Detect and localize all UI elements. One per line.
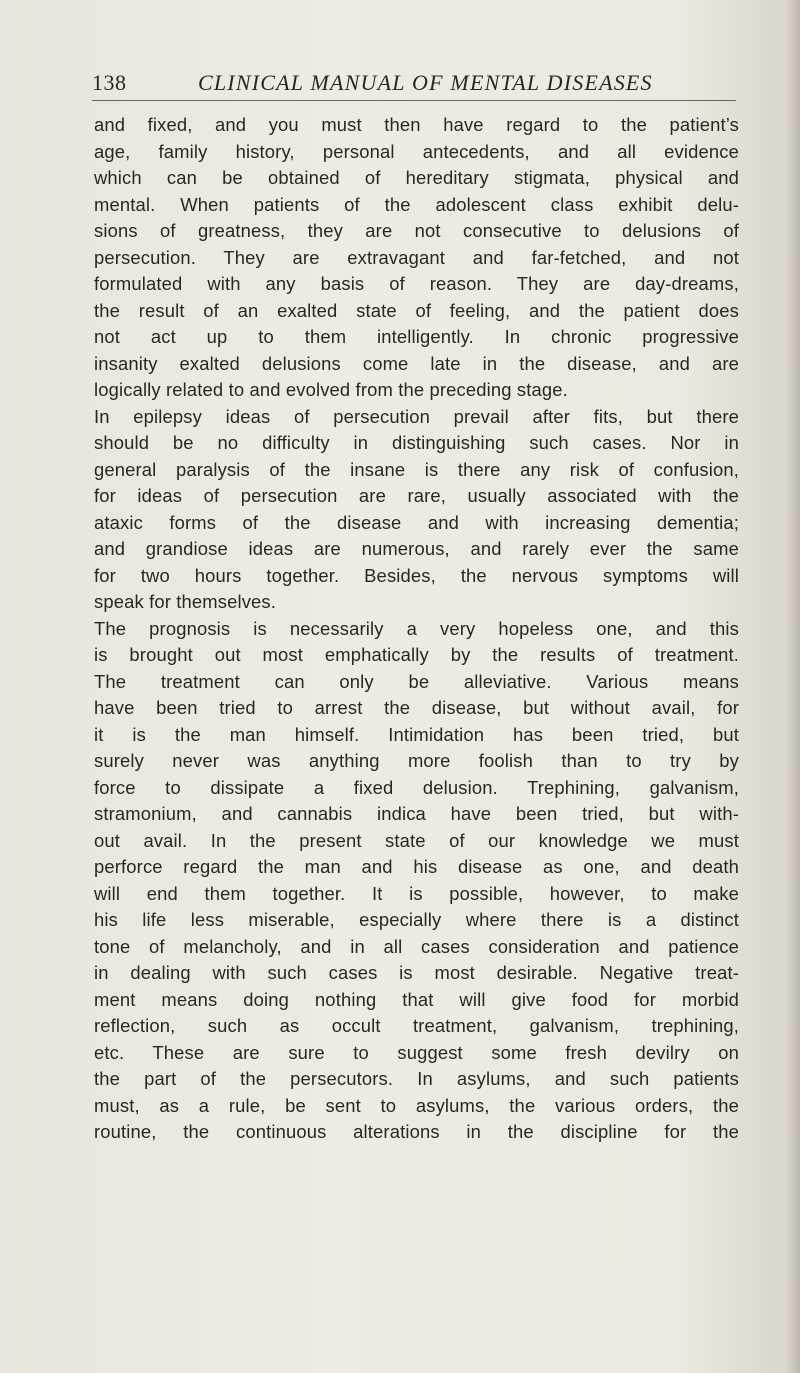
- text-line: the result of an exalted state of feeling, and the patient does: [94, 299, 739, 321]
- text-line: The treatment can only be alleviative. Various means: [94, 670, 739, 692]
- text-line: formulated with any basis of reason. They are day-dreams,: [94, 273, 739, 294]
- text-line: for two hours together. Besides, the nervous symptoms will: [94, 564, 739, 586]
- text-line: should be no difficulty in distinguishing such cases. Nor in: [94, 432, 739, 453]
- text-line: logically related to and evolved from the preceding stage.: [94, 379, 568, 400]
- text-line: ataxic forms of the disease and with increasing dementia;: [94, 511, 739, 533]
- text-line: tone of melancholy, and in all cases consideration and patience: [94, 935, 739, 957]
- text-line: The prognosis is necessarily a very hopeless one, and this: [94, 617, 739, 639]
- text-line: surely never was anything more foolish than to try by: [94, 750, 739, 771]
- text-line: perforce regard the man and his disease as one, and death: [94, 856, 739, 877]
- text-line: and grandiose ideas are numerous, and rarely ever the same: [94, 538, 739, 559]
- text-line: out avail. In the present state of our knowledge we must: [94, 829, 739, 851]
- text-line: stramonium, and cannabis indica have been tried, but with-: [94, 803, 739, 824]
- text-line: mental. When patients of the adolescent class exhibit delu-: [94, 193, 739, 215]
- text-line: ment means doing nothing that will give food for morbid: [94, 988, 739, 1010]
- text-line: which can be obtained of hereditary stigmata, physical and: [94, 167, 739, 188]
- text-line: not act up to them intelligently. In chronic progressive: [94, 326, 739, 347]
- text-line: speak for themselves.: [94, 591, 277, 612]
- text-line: insanity exalted delusions come late in the disease, and are: [94, 352, 739, 374]
- header-rule: [92, 100, 736, 101]
- text-line: sions of greatness, they are not consecutive to delusions of: [94, 220, 739, 241]
- text-line: force to dissipate a fixed delusion. Trephining, galvanism,: [94, 776, 739, 798]
- text-line: general paralysis of the insane is there any risk of confusion,: [94, 458, 739, 480]
- text-line: age, family history, personal antecedents, and all evidence: [94, 140, 739, 162]
- text-line: and fixed, and you must then have regard to the patient’s: [94, 114, 739, 135]
- text-line: etc. These are sure to suggest some fresh devilry on: [94, 1041, 739, 1063]
- text-line: the part of the persecutors. In asylums, and such patients: [94, 1068, 739, 1089]
- body-text: [94, 112, 739, 1146]
- text-line: his life less miserable, especially where there is a distinct: [94, 909, 739, 930]
- page-edge-shadow: [786, 0, 800, 1373]
- text-line: must, as a rule, be sent to asylums, the various orders, the: [94, 1094, 739, 1116]
- text-line: routine, the continuous alterations in the discipline for the: [94, 1121, 739, 1142]
- text-line: persecution. They are extravagant and far-fetched, and not: [94, 246, 739, 268]
- text-line: In epilepsy ideas of persecution prevail after fits, but there: [94, 405, 739, 427]
- running-title: CLINICAL MANUAL OF MENTAL DISEASES: [198, 70, 653, 95]
- text-line: it is the man himself. Intimidation has been tried, but: [94, 723, 739, 745]
- running-header: [92, 68, 752, 102]
- text-line: in dealing with such cases is most desirable. Negative treat-: [94, 962, 739, 983]
- text-line: for ideas of persecution are rare, usually associated with the: [94, 485, 739, 506]
- text-line: is brought out most emphatically by the results of treatment.: [94, 644, 739, 665]
- text-line: will end them together. It is possible, however, to make: [94, 882, 739, 904]
- text-line: reflection, such as occult treatment, galvanism, trephining,: [94, 1015, 739, 1036]
- text-line: have been tried to arrest the disease, but without avail, for: [94, 697, 739, 718]
- page-number: 138: [92, 70, 127, 95]
